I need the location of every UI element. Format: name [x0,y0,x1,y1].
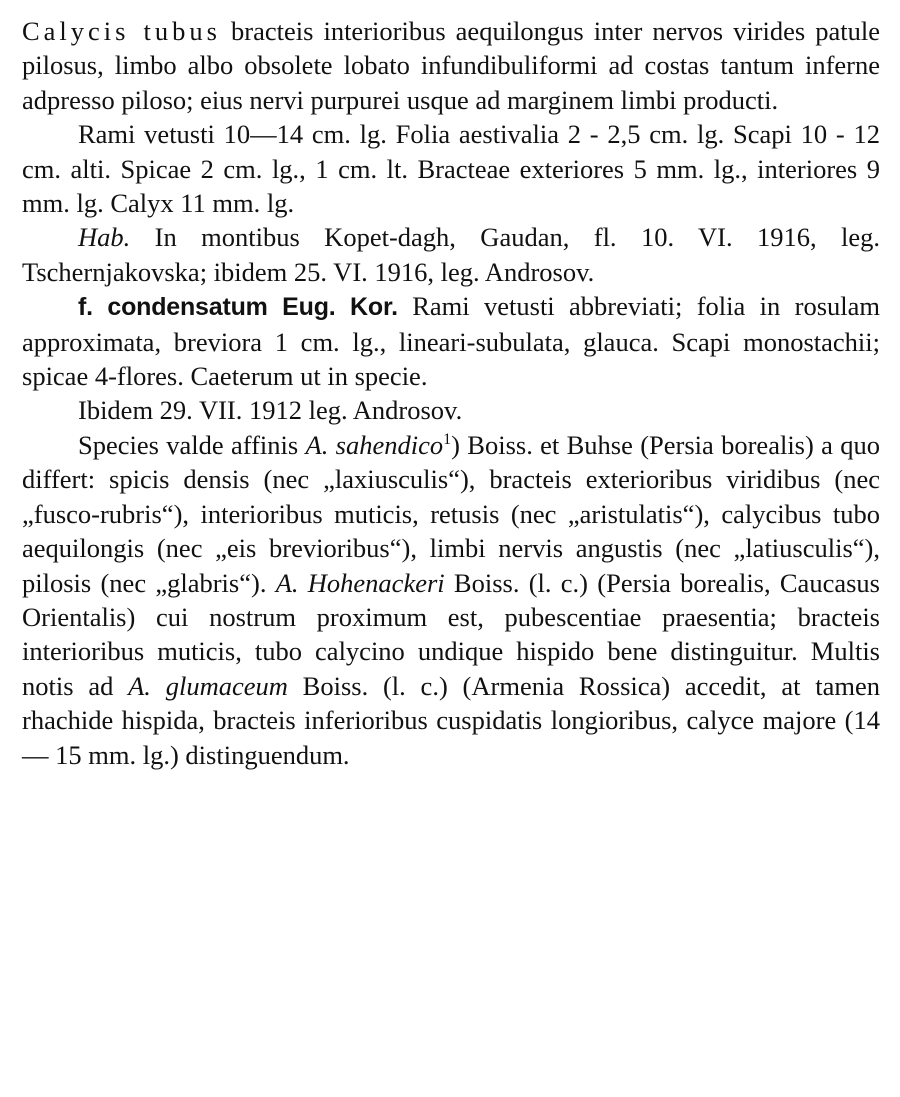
species-name-glumaceum: A. glumaceum [128,670,288,701]
calyx-text: bracteis interioribus aequilongus inter nervos virides patule pilosus, limbo albo obsolete lobato infundibuliformi ad costas tantum inferne adpresso piloso; eius nervi purpurei usque ad marginem limbi producti. [22,16,880,115]
paragraph-measurements [22,117,880,220]
paragraph-species-comparison [22,428,880,772]
forma-text: Rami vetusti abbreviati; folia in rosulam approximata, breviora 1 cm. lg., lineari-subulata, glauca. Scapi monostachii; spicae 4-flores. Caeterum ut in specie. [22,291,881,392]
measurements-text: Rami vetusti 10—14 cm. lg. Folia aestivalia 2 - 2,5 cm. lg. Scapi 10 - 12 cm. alti. Spicae 2 cm. lg., 1 cm. lt. Bracteae exteriores 5 mm. lg., interiores 9 mm. lg. Calyx 11 mm. lg. [22,119,880,219]
paragraph-calyx-description [22,14,880,117]
lead-term: Calycis tubus [22,16,221,46]
habitat-text: In montibus Kopet-dagh, Gaudan, fl. 10. VI. 1916, leg. Tschernjakovska; ibidem 25. VI. 1916, leg. Androsov. [22,222,880,287]
forma-name: f. condensatum Eug. Kor. [78,293,398,322]
comparison-text-2: ) Boiss. et Buhse (Persia borealis) a quo differt: spicis densis (nec „laxiusculis“), bracteis exterioribus viridibus (nec „fusco-rubris“), interioribus muticis, retusis (nec „aristulatis“), calycibus tubo aequilongis (nec „eis brevioribus“), limbi nervis angustis (nec „latiusculis“), pilosis (nec „glabris“). [22,429,880,598]
paragraph-ibidem [22,393,880,427]
paragraph-forma-condensatum [22,289,880,393]
habitat-label: Hab. [78,222,131,253]
species-name-hohenackeri: A. Hohenackeri [275,567,445,598]
comparison-text-3: Boiss. (l. c.) (Persia borealis, Caucasus Orientalis) cui nostrum proximum est, pubescentiae praesentia; bracteis interioribus muticis, tubo calycino undique hispido bene distinguitur. Multis notis ad [22,567,880,701]
comparison-text-4: Boiss. (l. c.) (Armenia Rossica) accedit, at tamen rhachide hispida, bracteis inferioribus cuspidatis longioribus, calyce majore (14 — 15 mm. lg.) distinguendum. [22,670,880,770]
species-name-sahendico: A. sahendico [305,429,444,460]
paragraph-habitat [22,220,880,289]
footnote-mark: 1 [443,431,452,449]
ibidem-text: Ibidem 29. VII. 1912 leg. Androsov. [78,395,463,426]
comparison-text-1: Species valde affinis [78,429,306,460]
